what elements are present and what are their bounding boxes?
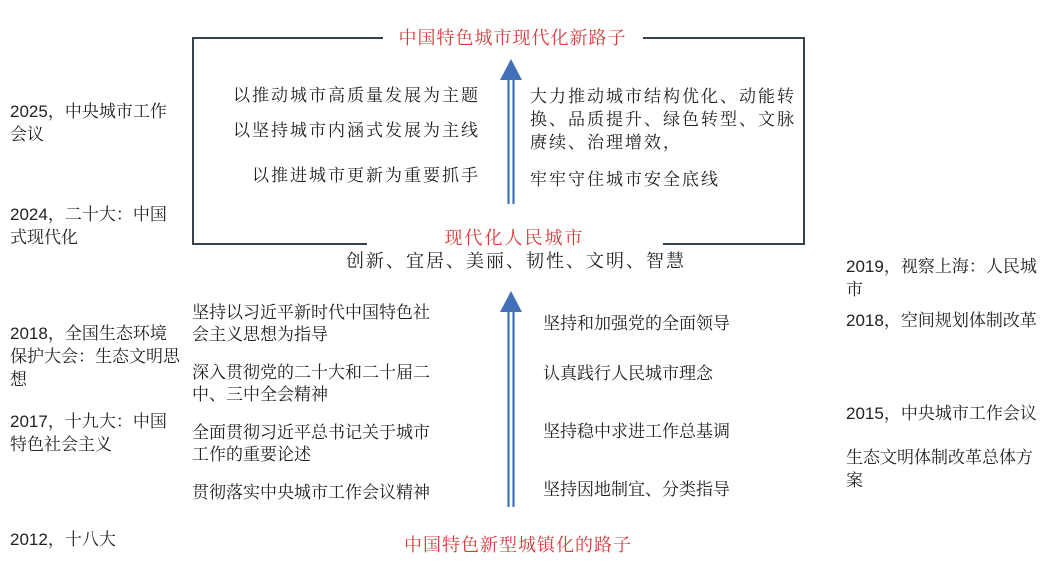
right-timeline-2019: 2019，视察上海：人民城市 — [846, 257, 1037, 299]
new-urbanization-path-label: 中国特色新型城镇化的路子 — [404, 535, 632, 555]
lower-right-item: 认真践行人民城市理念 — [543, 364, 713, 383]
lower-left-item: 深入贯彻党的二十大和二十届二中、三中全会精神 — [192, 363, 430, 404]
lower-right-column — [543, 313, 823, 531]
lower-right-item: 坚持稳中求进工作总基调 — [543, 422, 730, 441]
right-timeline-2018: 2018，空间规划体制改革 — [846, 311, 1037, 330]
city-qualities-subtitle: 创新、宜居、美丽、韧性、文明、智慧 — [346, 251, 686, 271]
modern-people-city-label: 现代化人民城市 — [367, 226, 663, 250]
left-timeline-2018: 2018，全国生态环境保护大会：生态文明思想 — [10, 324, 180, 389]
right-timeline-eco-reform: 生态文明体制改革总体方案 — [846, 448, 1033, 490]
left-timeline-2025: 2025，中央城市工作会议 — [10, 102, 167, 144]
up-arrow-icon — [499, 291, 523, 507]
left-timeline-2017: 2017，十九大：中国特色社会主义 — [10, 412, 167, 454]
lower-left-item: 坚持以习近平新时代中国特色社会主义思想为指导 — [192, 303, 430, 344]
box-right-column — [530, 85, 808, 191]
box-right-item: 大力推动城市结构优化、动能转换、品质提升、绿色转型、文脉赓续、治理增效， — [530, 87, 796, 152]
lower-right-item: 坚持和加强党的全面领导 — [543, 314, 730, 333]
left-timeline-2012: 2012，十八大 — [10, 530, 116, 549]
lower-left-column — [192, 302, 442, 520]
box-left-item: 以坚持城市内涵式发展为主线 — [233, 121, 480, 140]
lower-right-item: 坚持因地制宜、分类指导 — [543, 480, 730, 499]
up-arrow-icon — [499, 59, 523, 204]
box-left-item: 以推进城市更新为重要抓手 — [252, 166, 480, 185]
left-timeline-2024: 2024，二十大：中国式现代化 — [10, 205, 167, 247]
box-title: 中国特色城市现代化新路子 — [383, 26, 643, 50]
lower-left-item: 贯彻落实中央城市工作会议精神 — [192, 483, 430, 502]
box-right-item: 牢牢守住城市安全底线 — [530, 170, 720, 189]
box-left-item: 以推动城市高质量发展为主题 — [233, 86, 480, 105]
right-timeline-2015: 2015，中央城市工作会议 — [846, 404, 1037, 423]
lower-left-item: 全面贯彻习近平总书记关于城市工作的重要论述 — [192, 423, 430, 464]
